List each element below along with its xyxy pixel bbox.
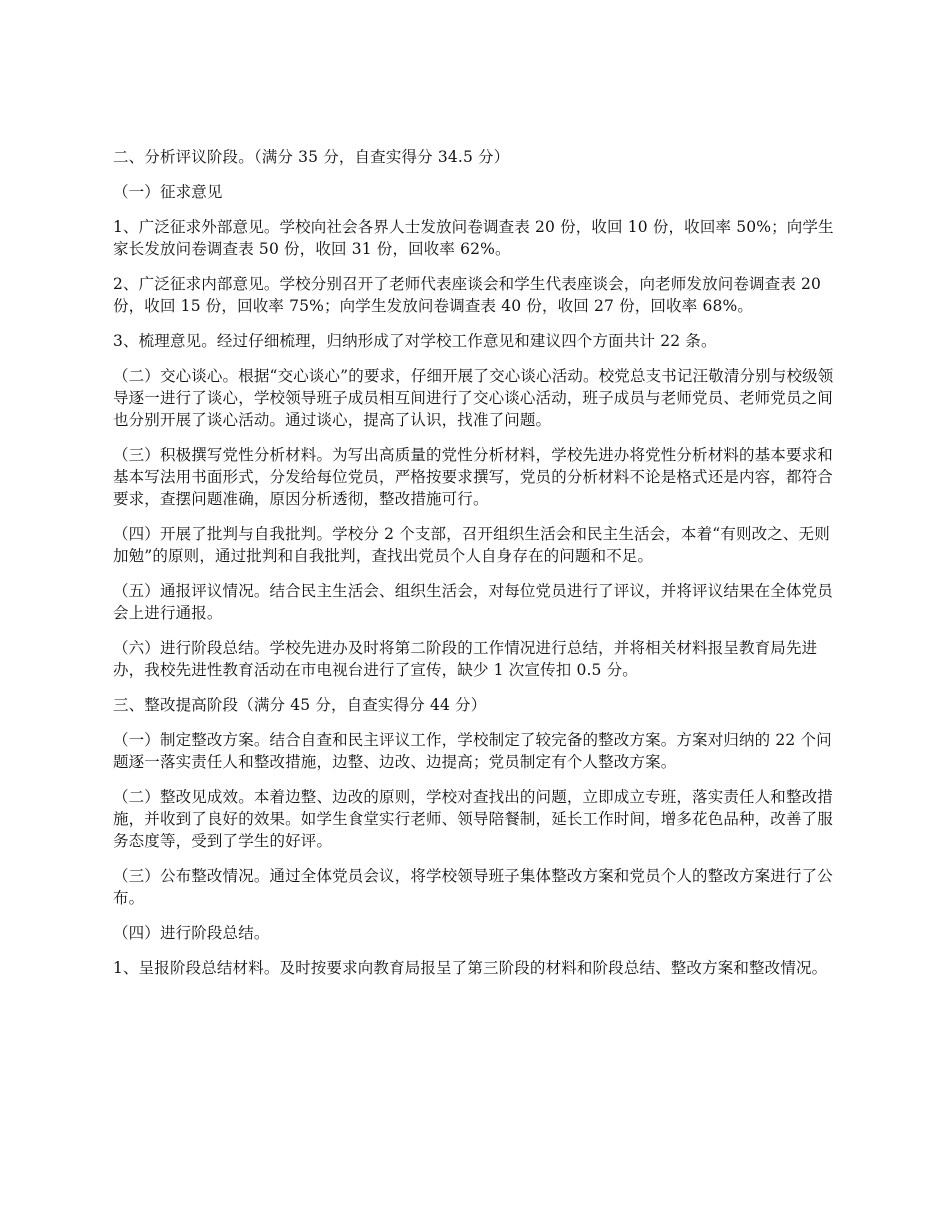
subsection-heading: （一）征求意见 bbox=[113, 183, 223, 201]
paragraph: 3、梳理意见。经过仔细梳理，归纳形成了对学校工作意见和建议四个方面共计 22 条。 bbox=[113, 332, 717, 350]
paragraph: 2、广泛征求内部意见。学校分别召开了老师代表座谈会和学生代表座谈会，向老师发放问卷调查表 20 份，收回 15 份，回收率 75%；向学生发放问卷调查表 40 份，收回 27 份，回收率 68%。 bbox=[113, 275, 822, 315]
paragraph: （二）交心谈心。根据“交心谈心”的要求，仔细开展了交心谈心活动。校党总支书记汪敬清分别与校级领导逐一进行了谈心，学校领导班子成员相互间进行了交心谈心活动，班子成员与老师党员、老师党员之间也分别开展了谈心活动。通过谈心，提高了认识，找准了问题。 bbox=[113, 367, 834, 429]
paragraph: （五）通报评议情况。结合民主生活会、组织生活会，对每位党员进行了评议，并将评议结果在全体党员会上进行通报。 bbox=[113, 582, 833, 622]
paragraph: 1、呈报阶段总结材料。及时按要求向教育局报呈了第三阶段的材料和阶段总结、整改方案和整改情况。 bbox=[113, 959, 828, 977]
document-body bbox=[113, 146, 843, 992]
section-heading-3: 三、整改提高阶段（满分 45 分，自查实得分 44 分） bbox=[113, 696, 487, 714]
subsection-heading: （四）进行阶段总结。 bbox=[113, 924, 270, 942]
paragraph: （三）公布整改情况。通过全体党员会议，将学校领导班子集体整改方案和党员个人的整改方案进行了公布。 bbox=[113, 867, 833, 907]
paragraph: （四）开展了批判与自我批判。学校分 2 个支部，召开组织生活会和民主生活会，本着“有则改之、无则加勉”的原则，通过批判和自我批判，查找出党员个人自身存在的问题和不足。 bbox=[113, 525, 830, 565]
paragraph: （一）制定整改方案。结合自查和民主评议工作，学校制定了较完备的整改方案。方案对归纳的 22 个问题逐一落实责任人和整改措施，边整、边改、边提高；党员制定有个人整改方案。 bbox=[113, 731, 832, 771]
paragraph: 1、广泛征求外部意见。学校向社会各界人士发放问卷调查表 20 份，收回 10 份，收回率 50%；向学生家长发放问卷调查表 50 份，收回 31 份，回收率 62%。 bbox=[113, 218, 834, 258]
section-heading-2: 二、分析评议阶段。（满分 35 分，自查实得分 34.5 分） bbox=[113, 148, 510, 166]
paragraph: （三）积极撰写党性分析材料。为写出高质量的党性分析材料，学校先进办将党性分析材料的基本要求和基本写法用书面形式，分发给每位党员，严格按要求撰写，党员的分析材料不论是格式还是内容，都符合要求，查摆问题准确，原因分析透彻，整改措施可行。 bbox=[113, 446, 833, 508]
paragraph: （二）整改见成效。本着边整、边改的原则，学校对查找出的问题，立即成立专班，落实责任人和整改措施，并收到了良好的效果。如学生食堂实行老师、领导陪餐制，延长工作时间，增多花色品种，改善了服务态度等，受到了学生的好评。 bbox=[113, 788, 833, 850]
paragraph: （六）进行阶段总结。学校先进办及时将第二阶段的工作情况进行总结，并将相关材料报呈教育局先进办，我校先进性教育活动在市电视台进行了宣传，缺少 1 次宣传扣 0.5 分。 bbox=[113, 639, 818, 679]
